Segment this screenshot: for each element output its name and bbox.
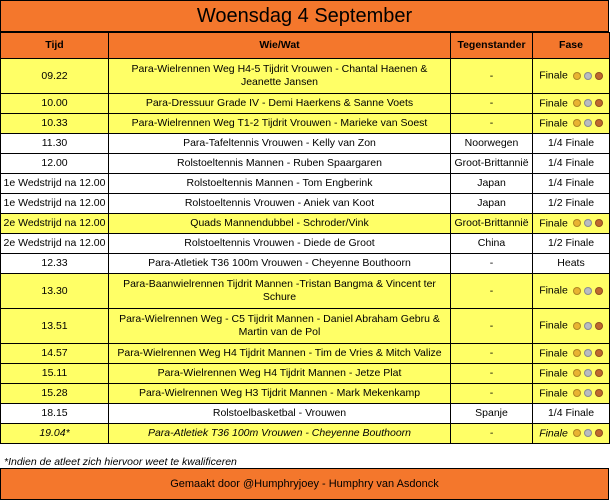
table-row xyxy=(1,94,610,114)
cell-tegenstander: - xyxy=(451,114,533,134)
cell-tegenstander: Japan xyxy=(451,174,533,194)
cell-wie-wat: Para-Wielrennen Weg H4 Tijdrit Mannen - Tim de Vries & Mitch Valize xyxy=(109,344,451,364)
fase-label: 1/2 Finale xyxy=(547,237,595,249)
medal-icons xyxy=(570,427,603,440)
cell-tijd: 13.51 xyxy=(1,309,109,344)
table-row xyxy=(1,234,610,254)
medal-icons xyxy=(570,319,603,332)
cell-wie-wat: Rolstoeltennis Vrouwen - Diede de Groot xyxy=(109,234,451,254)
cell-fase xyxy=(533,154,610,174)
cell-fase xyxy=(533,234,610,254)
cell-tegenstander: - xyxy=(451,424,533,444)
fase-label: Finale xyxy=(539,69,568,82)
cell-fase xyxy=(533,114,610,134)
cell-wie-wat: Para-Wielrennen Weg H3 Tijdrit Mannen - Mark Mekenkamp xyxy=(109,384,451,404)
cell-fase xyxy=(533,364,610,384)
medal-icons xyxy=(570,217,603,230)
table-row xyxy=(1,424,610,444)
fase-label: Finale xyxy=(539,284,568,297)
header-tegenstander: Tegenstander xyxy=(451,33,533,59)
cell-tijd: 18.15 xyxy=(1,404,109,424)
fase-label: Finale xyxy=(539,117,568,130)
fase-label: Finale xyxy=(539,387,568,400)
cell-wie-wat: Para-Baanwielrennen Tijdrit Mannen -Tristan Bangma & Vincent ter Schure xyxy=(109,274,451,309)
table-row xyxy=(1,154,610,174)
cell-tijd: 10.00 xyxy=(1,94,109,114)
fase-label: 1/4 Finale xyxy=(547,177,595,189)
page-title: Woensdag 4 September xyxy=(0,0,609,32)
fase-label: Finale xyxy=(539,427,568,440)
cell-fase xyxy=(533,384,610,404)
cell-fase xyxy=(533,344,610,364)
cell-tijd: 12.33 xyxy=(1,254,109,274)
silver-medal-icon xyxy=(584,389,592,397)
cell-wie-wat: Rolstoeltennis Mannen - Ruben Spaargaren xyxy=(109,154,451,174)
table-row xyxy=(1,404,610,424)
silver-medal-icon xyxy=(584,219,592,227)
bronze-medal-icon xyxy=(595,389,603,397)
medal-icons xyxy=(570,97,603,110)
cell-tijd: 2e Wedstrijd na 12.00 xyxy=(1,234,109,254)
bronze-medal-icon xyxy=(595,429,603,437)
bronze-medal-icon xyxy=(595,99,603,107)
fase-label: 1/4 Finale xyxy=(547,137,595,149)
schedule-table xyxy=(0,32,610,444)
fase-label: 1/2 Finale xyxy=(547,197,595,209)
cell-wie-wat: Para-Atletiek T36 100m Vrouwen - Cheyenne Bouthoorn xyxy=(109,254,451,274)
cell-tijd: 15.28 xyxy=(1,384,109,404)
cell-tijd: 2e Wedstrijd na 12.00 xyxy=(1,214,109,234)
silver-medal-icon xyxy=(584,72,592,80)
medal-icons xyxy=(570,284,603,297)
cell-fase xyxy=(533,214,610,234)
medal-icons xyxy=(570,367,603,380)
bronze-medal-icon xyxy=(595,219,603,227)
silver-medal-icon xyxy=(584,287,592,295)
cell-tegenstander: China xyxy=(451,234,533,254)
table-row xyxy=(1,214,610,234)
cell-wie-wat: Para-Wielrennen Weg - C5 Tijdrit Mannen - Daniel Abraham Gebru & Martin van de Pol xyxy=(109,309,451,344)
medal-icons xyxy=(570,387,603,400)
table-row xyxy=(1,254,610,274)
cell-fase xyxy=(533,309,610,344)
cell-wie-wat: Rolstoeltennis Mannen - Tom Engberink xyxy=(109,174,451,194)
cell-wie-wat: Para-Dressuur Grade IV - Demi Haerkens & Sanne Voets xyxy=(109,94,451,114)
medal-icons xyxy=(570,117,603,130)
cell-wie-wat: Para-Tafeltennis Vrouwen - Kelly van Zon xyxy=(109,134,451,154)
gold-medal-icon xyxy=(573,389,581,397)
gold-medal-icon xyxy=(573,99,581,107)
cell-wie-wat: Quads Mannendubbel - Schroder/Vink xyxy=(109,214,451,234)
fase-label: Finale xyxy=(539,319,568,332)
table-row xyxy=(1,274,610,309)
silver-medal-icon xyxy=(584,349,592,357)
fase-label: Finale xyxy=(539,367,568,380)
cell-fase xyxy=(533,404,610,424)
fase-label: 1/4 Finale xyxy=(547,407,595,419)
header-fase: Fase xyxy=(533,33,610,59)
cell-fase xyxy=(533,174,610,194)
silver-medal-icon xyxy=(584,429,592,437)
table-row xyxy=(1,364,610,384)
cell-fase xyxy=(533,194,610,214)
fase-label: 1/4 Finale xyxy=(547,157,595,169)
cell-tijd: 1e Wedstrijd na 12.00 xyxy=(1,174,109,194)
cell-tegenstander: Groot-Brittannië xyxy=(451,214,533,234)
schedule-rows xyxy=(1,59,610,444)
cell-tegenstander: - xyxy=(451,254,533,274)
cell-fase xyxy=(533,274,610,309)
cell-fase xyxy=(533,94,610,114)
cell-tegenstander: - xyxy=(451,344,533,364)
table-row xyxy=(1,344,610,364)
table-row xyxy=(1,174,610,194)
header-tijd: Tijd xyxy=(1,33,109,59)
gold-medal-icon xyxy=(573,349,581,357)
cell-tegenstander: - xyxy=(451,59,533,94)
gold-medal-icon xyxy=(573,429,581,437)
table-row xyxy=(1,309,610,344)
cell-fase xyxy=(533,59,610,94)
cell-tijd: 09.22 xyxy=(1,59,109,94)
qualification-note: *Indien de atleet zich hiervoor weet te kwalificeren xyxy=(4,456,237,468)
cell-tegenstander: - xyxy=(451,384,533,404)
table-row xyxy=(1,134,610,154)
cell-tegenstander: Noorwegen xyxy=(451,134,533,154)
fase-label: Finale xyxy=(539,97,568,110)
footer-credit: Gemaakt door @Humphryjoey - Humphry van Asdonck xyxy=(0,468,609,500)
gold-medal-icon xyxy=(573,219,581,227)
cell-fase xyxy=(533,254,610,274)
table-row xyxy=(1,384,610,404)
cell-wie-wat: Para-Wielrennen Weg H4 Tijdrit Mannen - Jetze Plat xyxy=(109,364,451,384)
bronze-medal-icon xyxy=(595,322,603,330)
table-header-row xyxy=(1,33,610,59)
cell-tijd: 10.33 xyxy=(1,114,109,134)
cell-tegenstander: Groot-Brittannië xyxy=(451,154,533,174)
cell-tegenstander: - xyxy=(451,94,533,114)
bronze-medal-icon xyxy=(595,369,603,377)
table-row xyxy=(1,59,610,94)
cell-tegenstander: - xyxy=(451,364,533,384)
cell-tijd: 12.00 xyxy=(1,154,109,174)
bronze-medal-icon xyxy=(595,72,603,80)
gold-medal-icon xyxy=(573,72,581,80)
bronze-medal-icon xyxy=(595,287,603,295)
cell-fase xyxy=(533,134,610,154)
cell-tegenstander: Japan xyxy=(451,194,533,214)
cell-tegenstander: - xyxy=(451,309,533,344)
table-row xyxy=(1,194,610,214)
cell-wie-wat: Para-Wielrennen Weg T1-2 Tijdrit Vrouwen - Marieke van Soest xyxy=(109,114,451,134)
bronze-medal-icon xyxy=(595,349,603,357)
cell-tijd: 1e Wedstrijd na 12.00 xyxy=(1,194,109,214)
table-row xyxy=(1,114,610,134)
cell-wie-wat: Para-Atletiek T36 100m Vrouwen - Cheyenne Bouthoorn xyxy=(109,424,451,444)
cell-tijd: 14.57 xyxy=(1,344,109,364)
cell-wie-wat: Para-Wielrennen Weg H4-5 Tijdrit Vrouwen - Chantal Haenen & Jeanette Jansen xyxy=(109,59,451,94)
gold-medal-icon xyxy=(573,119,581,127)
bronze-medal-icon xyxy=(595,119,603,127)
fase-label: Heats xyxy=(557,257,585,269)
cell-tijd: 11.30 xyxy=(1,134,109,154)
cell-wie-wat: Rolstoelbasketbal - Vrouwen xyxy=(109,404,451,424)
fase-label: Finale xyxy=(539,347,568,360)
silver-medal-icon xyxy=(584,369,592,377)
gold-medal-icon xyxy=(573,287,581,295)
cell-tegenstander: - xyxy=(451,274,533,309)
gold-medal-icon xyxy=(573,369,581,377)
silver-medal-icon xyxy=(584,322,592,330)
cell-fase xyxy=(533,424,610,444)
header-wie-wat: Wie/Wat xyxy=(109,33,451,59)
cell-wie-wat: Rolstoeltennis Vrouwen - Aniek van Koot xyxy=(109,194,451,214)
silver-medal-icon xyxy=(584,99,592,107)
cell-tegenstander: Spanje xyxy=(451,404,533,424)
cell-tijd: 13.30 xyxy=(1,274,109,309)
silver-medal-icon xyxy=(584,119,592,127)
cell-tijd: 15.11 xyxy=(1,364,109,384)
gold-medal-icon xyxy=(573,322,581,330)
medal-icons xyxy=(570,347,603,360)
cell-tijd: 19.04* xyxy=(1,424,109,444)
fase-label: Finale xyxy=(539,217,568,230)
medal-icons xyxy=(570,69,603,82)
